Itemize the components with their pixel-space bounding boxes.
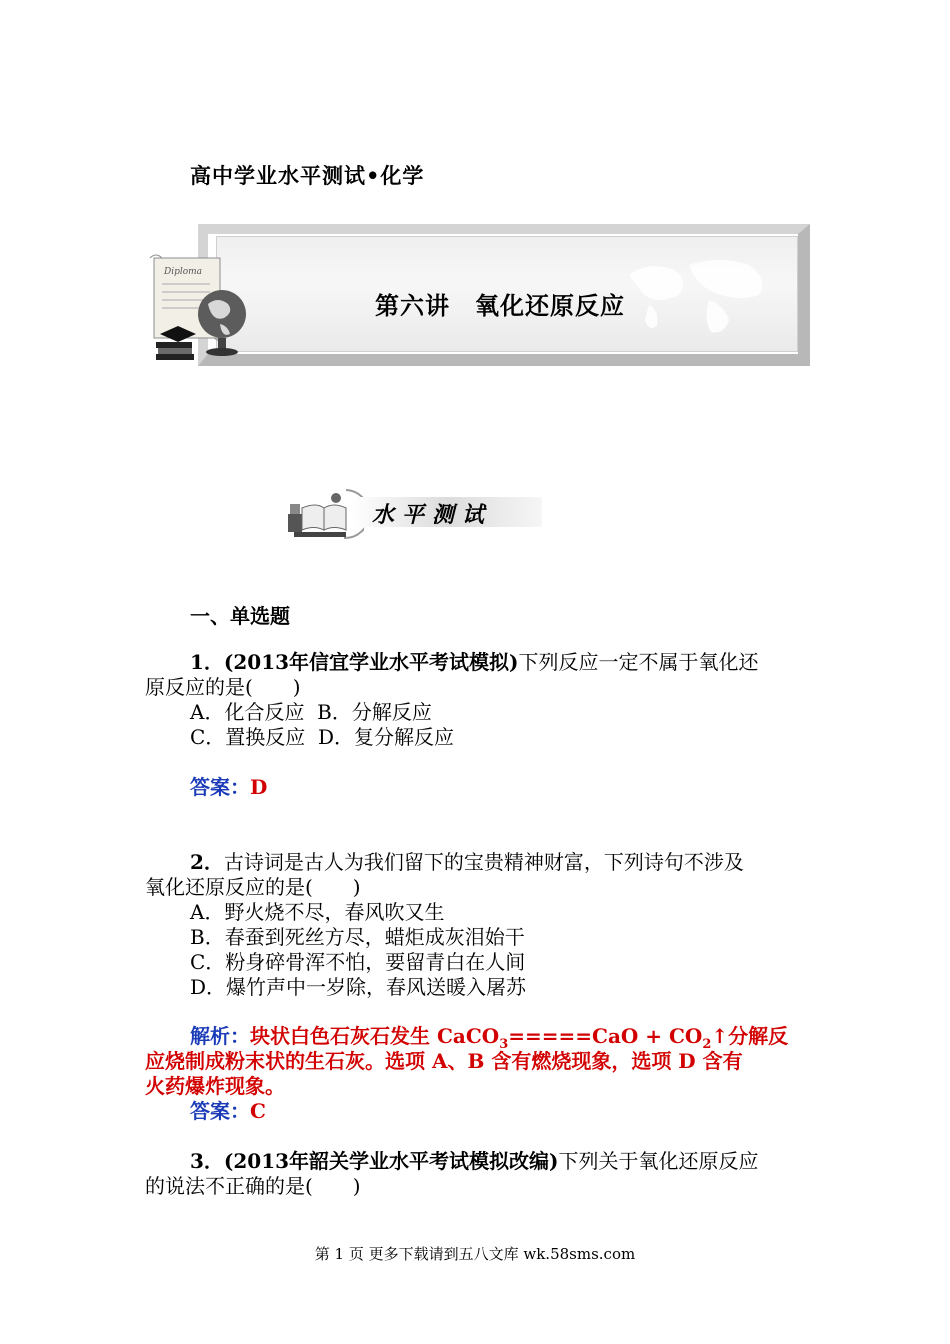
question-2-analysis-line-2: 应烧制成粉末状的生石灰。选项 A、B 含有燃烧现象，选项 D 含有 [145,1049,743,1073]
analysis-label: 解析： [190,1024,250,1048]
diploma-globe-icon [148,252,258,364]
question-source: (2013年信宜学业水平考试模拟) [223,650,519,674]
analysis-text: =====CaO + CO [508,1024,703,1048]
analysis-text: 块状白色石灰石发生 CaCO [250,1024,500,1048]
question-1-answer [190,775,267,800]
question-stem: 古诗词是古人为我们留下的宝贵精神财富，下列诗句不涉及 [223,850,744,874]
question-source: (2013年韶关学业水平考试模拟改编) [223,1149,559,1173]
answer-value: C [250,1099,266,1123]
question-3-line-1 [190,1149,759,1174]
question-stem: 下列反应一定不属于氧化还 [518,650,759,674]
analysis-text: ↑分解反 [711,1024,789,1048]
document-header: 高中学业水平测试•化学 [190,163,425,188]
question-2-option-a: A．野火烧不尽，春风吹又生 [190,900,445,924]
question-2-line-1 [190,850,744,875]
question-3-stem-cont: 的说法不正确的是( ) [145,1174,361,1198]
question-2-option-c: C．粉身碎骨浑不怕，要留青白在人间 [190,950,526,974]
question-1-stem-cont: 原反应的是( ) [145,675,301,699]
question-stem: 下列关于氧化还原反应 [558,1149,759,1173]
question-2-option-d: D．爆竹声中一岁除，春风送暖入屠苏 [190,975,527,999]
analysis-subscript: 2 [702,1037,712,1052]
section-title: 一、单选题 [190,604,290,628]
answer-value: D [250,775,268,799]
world-map-watermark [609,245,789,345]
question-number: 2． [190,850,224,874]
question-2-analysis-line-3: 火药爆炸现象。 [145,1074,285,1098]
question-2-stem-cont: 氧化还原反应的是( ) [145,875,361,899]
analysis-subscript: 3 [499,1037,509,1052]
question-1-options-cd: C．置换反应 D．复分解反应 [190,725,455,749]
question-number: 1． [190,650,224,674]
chapter-title: 第六讲 氧化还原反应 [375,291,625,320]
level-test-title: 水平测试 [372,502,493,528]
question-2-option-b: B．春蚕到死丝方尽，蜡炬成灰泪始干 [190,925,525,949]
question-2-answer [190,1099,266,1124]
diploma-text: Diploma [164,267,203,277]
page-footer: 第 1 页 更多下载请到五八文库 wk.58sms.com [314,1245,636,1263]
answer-label: 答案： [190,775,250,799]
answer-label: 答案： [190,1099,250,1123]
question-number: 3． [190,1149,224,1173]
question-1-line-1 [190,650,759,675]
question-1-options-ab: A．化合反应 B．分解反应 [190,700,432,724]
